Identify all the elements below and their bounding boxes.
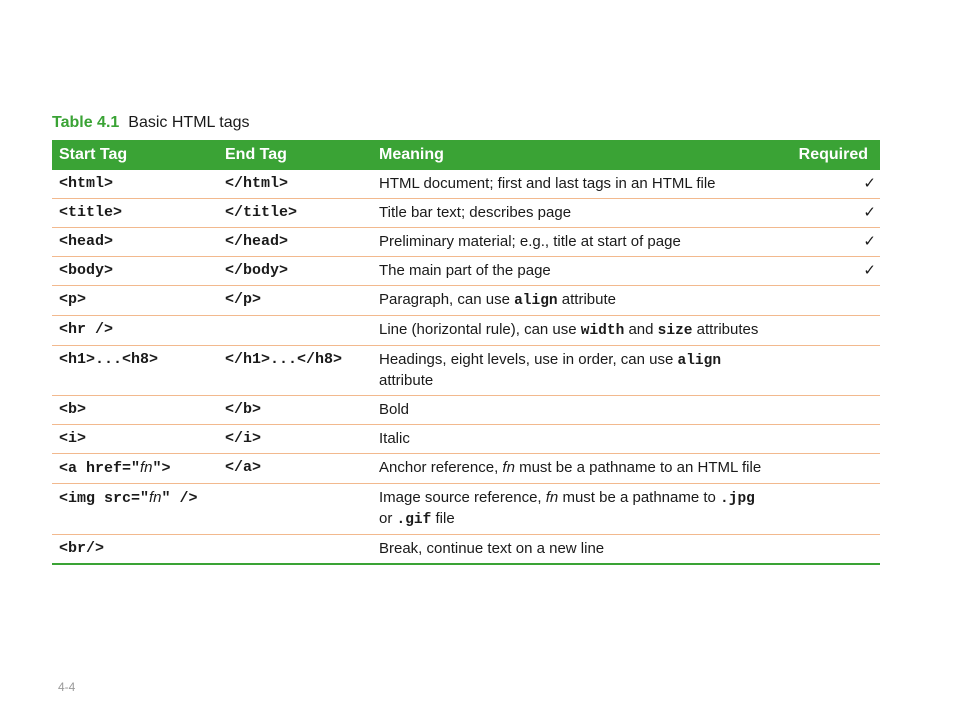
- header-required: Required: [768, 140, 880, 170]
- meaning-part: fn: [502, 459, 515, 476]
- end-tag-cell: </html>: [218, 170, 372, 199]
- meaning-cell: [372, 484, 768, 535]
- check-mark-icon: ✓: [863, 204, 876, 221]
- meaning-part: align: [514, 293, 558, 309]
- end-tag-cell: </p>: [218, 286, 372, 316]
- table-row: [52, 454, 880, 484]
- table-row: [52, 484, 880, 535]
- meaning-cell: [372, 316, 768, 346]
- table-number: Table 4.1: [52, 114, 120, 131]
- required-cell: [768, 316, 880, 346]
- required-cell: [768, 257, 880, 286]
- meaning-cell: [372, 228, 768, 257]
- meaning-part: Preliminary material; e.g., title at start of page: [379, 233, 681, 250]
- meaning-cell: [372, 396, 768, 425]
- start-tag-part: ">: [152, 460, 171, 477]
- header-end-tag: End Tag: [218, 140, 372, 170]
- end-tag-cell: </h1>...</h8>: [218, 346, 372, 396]
- table-title: Basic HTML tags: [128, 114, 250, 131]
- start-tag-cell: [52, 484, 218, 535]
- start-tag-cell: [52, 454, 218, 484]
- start-tag-cell: <b>: [52, 396, 218, 425]
- meaning-part: .jpg: [720, 491, 755, 507]
- meaning-cell: [372, 454, 768, 484]
- table-row: [52, 425, 880, 454]
- meaning-part: attribute: [557, 291, 616, 308]
- end-tag-cell: </a>: [218, 454, 372, 484]
- table-row: [52, 228, 880, 257]
- end-tag-cell: </i>: [218, 425, 372, 454]
- check-mark-icon: ✓: [863, 262, 876, 279]
- table-row: [52, 170, 880, 199]
- meaning-part: HTML document; first and last tags in an HTML file: [379, 175, 716, 192]
- meaning-part: Break, continue text on a new line: [379, 540, 605, 557]
- meaning-part: attribute: [379, 372, 434, 389]
- required-cell: [768, 170, 880, 199]
- meaning-part: must be a pathname to an HTML file: [514, 459, 762, 476]
- required-cell: [768, 535, 880, 565]
- required-cell: [768, 199, 880, 228]
- start-tag-cell: <html>: [52, 170, 218, 199]
- required-cell: [768, 346, 880, 396]
- table-row: [52, 199, 880, 228]
- meaning-part: .gif: [396, 512, 432, 528]
- end-tag-cell: [218, 484, 372, 535]
- meaning-part: Italic: [379, 430, 410, 447]
- table-row: [52, 257, 880, 286]
- required-cell: [768, 286, 880, 316]
- start-tag-part: <img src=": [59, 490, 150, 507]
- required-cell: [768, 454, 880, 484]
- start-tag-cell: <hr />: [52, 316, 218, 346]
- meaning-cell: [372, 286, 768, 316]
- slide-number: 4-4: [58, 680, 76, 694]
- start-tag-cell: <i>: [52, 425, 218, 454]
- meaning-part: width: [580, 323, 625, 339]
- table-row: [52, 396, 880, 425]
- meaning-cell: [372, 199, 768, 228]
- end-tag-cell: </title>: [218, 199, 372, 228]
- meaning-part: size: [657, 323, 693, 339]
- start-tag-part: fn: [140, 459, 153, 476]
- meaning-part: Title bar text; describes page: [379, 204, 572, 221]
- start-tag-cell: <head>: [52, 228, 218, 257]
- table-body: [52, 170, 880, 564]
- meaning-part: attributes: [692, 321, 759, 338]
- header-meaning: Meaning: [372, 140, 768, 170]
- meaning-part: fn: [545, 489, 559, 506]
- table-caption: [52, 113, 250, 133]
- header-row: [52, 140, 880, 170]
- start-tag-cell: <title>: [52, 199, 218, 228]
- end-tag-cell: [218, 535, 372, 565]
- start-tag-part: " />: [161, 490, 198, 507]
- html-tags-table: [52, 140, 880, 565]
- start-tag-cell: <br/>: [52, 535, 218, 565]
- check-mark-icon: ✓: [863, 175, 876, 192]
- required-cell: [768, 396, 880, 425]
- table-row: [52, 316, 880, 346]
- meaning-cell: [372, 170, 768, 199]
- meaning-part: align: [677, 353, 722, 369]
- meaning-cell: [372, 535, 768, 565]
- meaning-cell: [372, 257, 768, 286]
- required-cell: [768, 425, 880, 454]
- end-tag-cell: [218, 316, 372, 346]
- meaning-part: or: [379, 510, 397, 527]
- meaning-part: must be a pathname to: [558, 489, 721, 506]
- meaning-part: Paragraph, can use: [379, 291, 515, 308]
- meaning-part: file: [431, 510, 455, 527]
- meaning-cell: [372, 425, 768, 454]
- header-start-tag: Start Tag: [52, 140, 218, 170]
- start-tag-cell: <p>: [52, 286, 218, 316]
- start-tag-part: fn: [149, 489, 162, 506]
- meaning-part: and: [624, 321, 658, 338]
- meaning-cell: [372, 346, 768, 396]
- table-row: [52, 535, 880, 565]
- meaning-part: Bold: [379, 401, 410, 418]
- meaning-part: Line (horizontal rule), can use: [379, 321, 581, 338]
- end-tag-cell: </head>: [218, 228, 372, 257]
- end-tag-cell: </body>: [218, 257, 372, 286]
- check-mark-icon: ✓: [863, 233, 876, 250]
- required-cell: [768, 484, 880, 535]
- required-cell: [768, 228, 880, 257]
- start-tag-cell: <h1>...<h8>: [52, 346, 218, 396]
- table-row: [52, 346, 880, 396]
- start-tag-cell: <body>: [52, 257, 218, 286]
- end-tag-cell: </b>: [218, 396, 372, 425]
- meaning-part: Image source reference,: [379, 489, 546, 506]
- start-tag-part: <a href=": [59, 460, 141, 477]
- meaning-part: Anchor reference,: [379, 459, 503, 476]
- meaning-part: Headings, eight levels, use in order, can use: [379, 351, 678, 368]
- table-row: [52, 286, 880, 316]
- meaning-part: The main part of the page: [379, 262, 551, 279]
